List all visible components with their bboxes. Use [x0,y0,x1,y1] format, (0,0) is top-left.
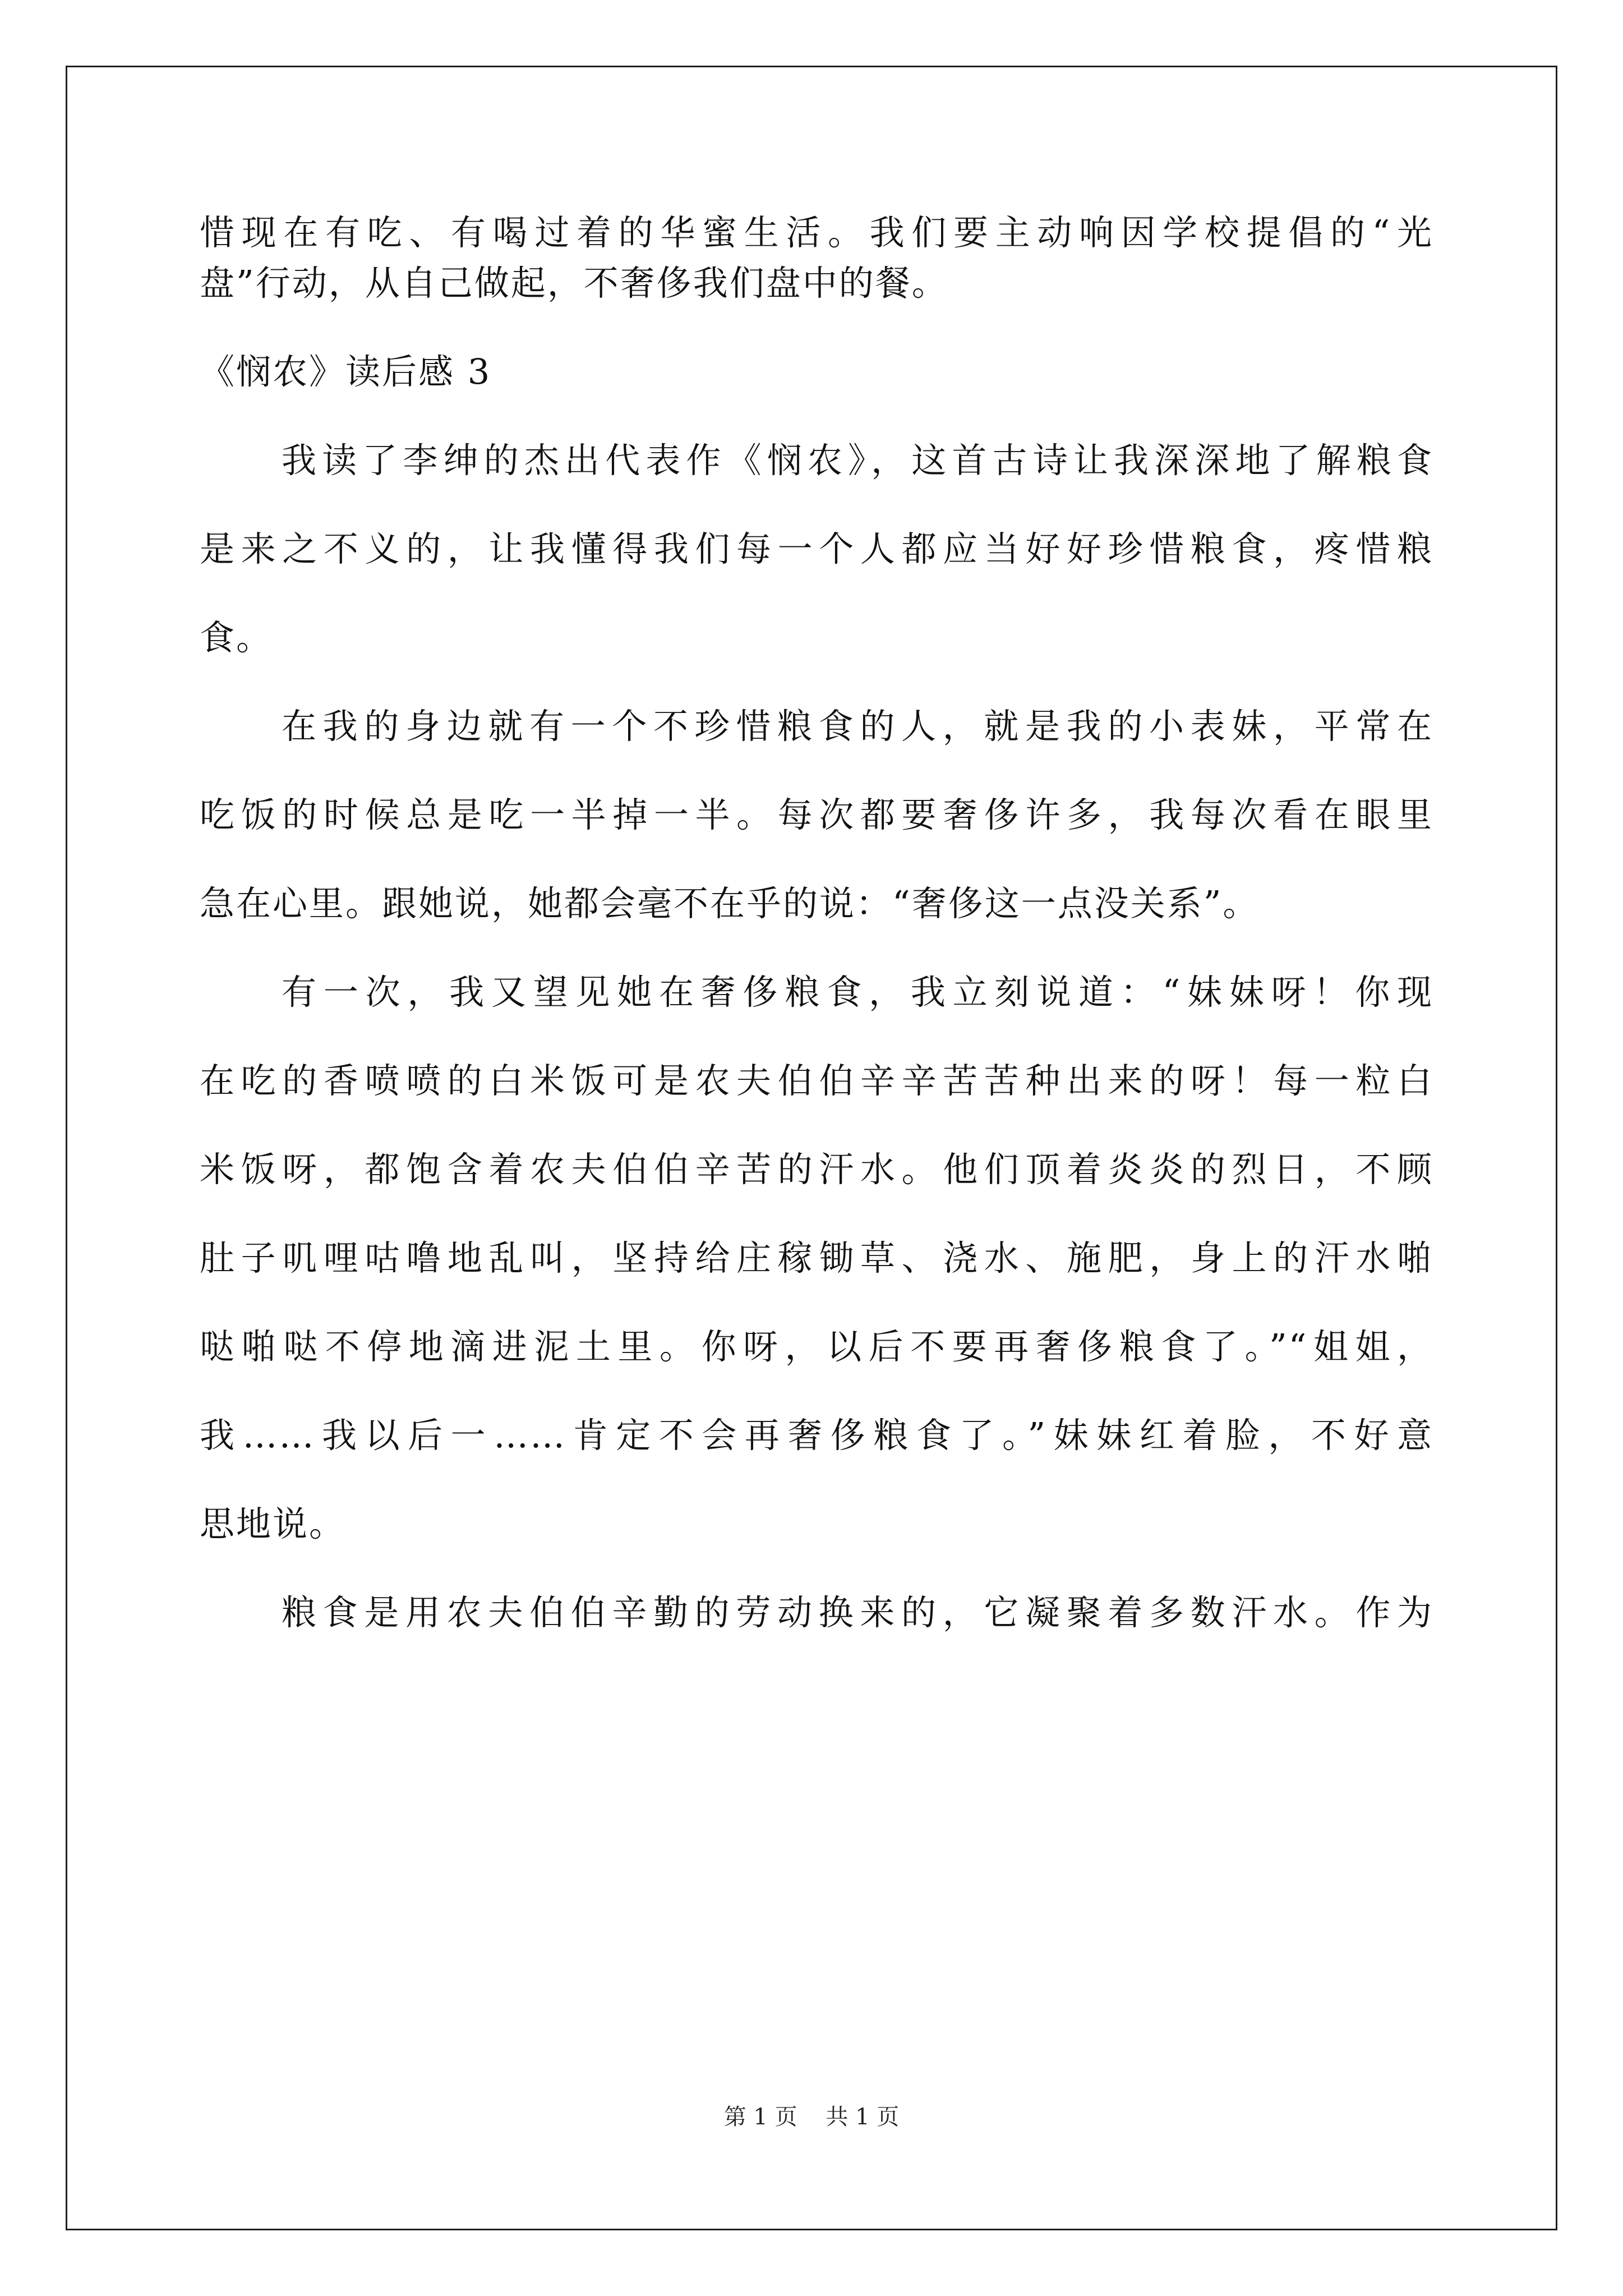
text-line: 我……我以后一……肯定不会再奢侈粮食了。”妹妹红着脸，不好意 [200,1415,1433,1456]
paragraph [200,967,1433,1549]
text-line: 吃饭的时候总是吃一半掉一半。每次都要奢侈许多，我每次看在眼里 [200,794,1433,835]
text-line: 肚子叽哩咕噜地乱叫，坚持给庄稼锄草、浇水、施肥，身上的汗水啪 [200,1237,1433,1278]
paragraph [200,701,1433,929]
section-heading: 《悯农》读后感 3 [200,351,492,392]
text-line: 盘”行动，从自己做起，不奢侈我们盘中的餐。 [200,263,948,303]
document-body [200,208,1433,1638]
text-line: 惜现在有吃、有喝过着的华蜜生活。我们要主动响因学校提倡的“光 [200,212,1433,253]
paragraph-continuation [200,208,1433,309]
paragraph [200,435,1433,663]
text-line: 有一次，我又望见她在奢侈粮食，我立刻说道：“妹妹呀！你现 [282,972,1433,1013]
text-line: 食。 [200,617,273,658]
text-line: 在吃的香喷喷的白米饭可是农夫伯伯辛辛苦苦种出来的呀！每一粒白 [200,1060,1433,1101]
text-line: 我读了李绅的杰出代表作《悯农》，这首古诗让我深深地了解粮食 [282,440,1433,481]
text-line: 米饭呀，都饱含着农夫伯伯辛苦的汗水。他们顶着炎炎的烈日，不顾 [200,1149,1433,1190]
text-line: 是来之不义的，让我懂得我们每一个人都应当好好珍惜粮食，疼惜粮 [200,528,1433,569]
paragraph [200,1588,1433,1638]
text-line: 哒啪哒不停地滴进泥土里。你呀，以后不要再奢侈粮食了。”“姐姐， [200,1326,1433,1367]
text-line: 粮食是用农夫伯伯辛勤的劳动换来的，它凝聚着多数汗水。作为 [282,1592,1433,1633]
page-footer: 第 1 页 共 1 页 [723,2104,900,2130]
text-line: 思地说。 [200,1503,346,1544]
text-line: 在我的身边就有一个不珍惜粮食的人，就是我的小表妹，平常在 [282,706,1433,747]
text-line: 急在心里。跟她说，她都会毫不在乎的说：“奢侈这一点没关系”。 [200,883,1260,924]
